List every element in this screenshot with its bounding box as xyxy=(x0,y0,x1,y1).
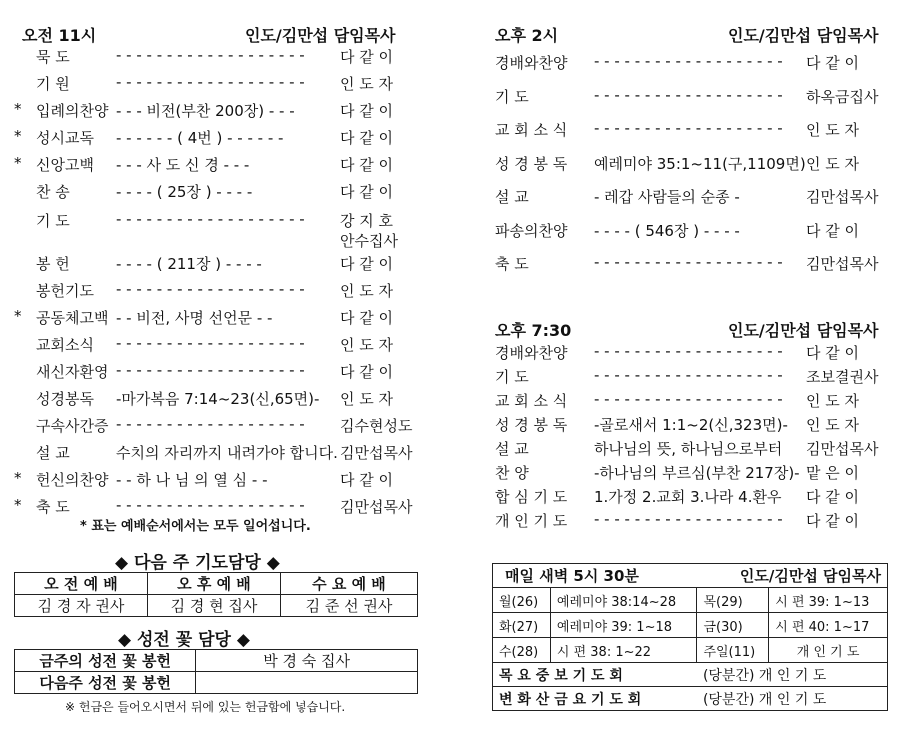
evening-order-item xyxy=(490,462,890,488)
order-item-person: 다 같 이 xyxy=(340,102,394,120)
order-item-detail: - - - - - - - - - - - - - - - - - - - xyxy=(116,46,305,64)
order-item-name: 교 회 소 식 xyxy=(495,121,568,139)
order-item-detail: - - - - - - - - - - - - - - - - - - - xyxy=(594,366,783,384)
order-item-name: 경배와찬양 xyxy=(495,54,568,72)
order-item-person: 다 같 이 xyxy=(806,488,860,506)
order-item-name: 교 회 소 식 xyxy=(495,392,568,410)
morning-order-item xyxy=(0,154,430,180)
order-item-detail: - - - 비전(부찬 200장) - - - xyxy=(116,102,295,120)
dawn-passage: 개 인 기 도 xyxy=(769,638,888,663)
order-item-name: 기 원 xyxy=(36,75,70,93)
thursday-prayer-label: 목 요 중 보 기 도 회 xyxy=(493,663,697,687)
morning-order-item xyxy=(0,415,430,441)
order-item-name: 파송의찬양 xyxy=(495,221,568,240)
order-item-name: 기 도 xyxy=(495,87,529,106)
order-item-person: 인 도 자 xyxy=(806,121,860,139)
afternoon-service-leader: 인도/김만섭 담임목사 xyxy=(728,26,879,45)
afternoon-order-item xyxy=(490,52,890,78)
prayer-duty-table xyxy=(14,572,418,617)
morning-order-item xyxy=(0,100,430,126)
afternoon-order-item xyxy=(490,186,890,212)
dawn-passage: 시 편 38: 1~22 xyxy=(550,638,697,663)
order-item-detail: - - - - - - - - - - - - - - - - - - - xyxy=(116,210,305,228)
afternoon-order-item xyxy=(490,220,890,246)
offering-note: ※ 헌금은 들어오시면서 뒤에 있는 헌금함에 넣습니다. xyxy=(65,700,346,714)
evening-order-item xyxy=(490,366,890,392)
evening-order-item xyxy=(490,510,890,536)
order-item-name: 찬 양 xyxy=(495,464,529,482)
morning-service-time: 오전 11시 xyxy=(22,26,97,45)
afternoon-order-item xyxy=(490,253,890,279)
order-item-name: 성시교독 xyxy=(36,129,94,147)
order-item-person: 인 도 자 xyxy=(806,416,860,434)
dawn-leader: 인도/김만섭 담임목사 xyxy=(697,564,888,588)
order-item-name: 성 경 봉 독 xyxy=(495,416,568,434)
morning-order-item xyxy=(0,73,430,99)
order-item-detail: 예레미야 35:1~11(구,1109면) xyxy=(594,154,806,173)
prayer-duty-header-morning: 오 전 예 배 xyxy=(15,573,148,595)
standing-mark: * xyxy=(14,127,22,145)
order-item-detail: - - - - - - - - - - - - - - - - - - - xyxy=(116,415,305,433)
afternoon-order-item xyxy=(490,153,890,179)
order-item-person: 다 같 이 xyxy=(340,129,394,147)
dawn-passage: 시 편 40: 1~17 xyxy=(769,613,888,638)
order-item-name: 성 경 봉 독 xyxy=(495,154,568,173)
order-item-person: 인 도 자 xyxy=(340,390,394,408)
order-item-person: 김만섭목사 xyxy=(806,440,879,458)
order-item-detail: - - - - ( 546장 ) - - - - xyxy=(594,221,740,240)
order-item-detail: - 레갑 사람들의 순종 - xyxy=(594,188,740,206)
order-item-detail: 하나님의 뜻, 하나님으로부터 xyxy=(594,440,783,458)
standing-mark: * xyxy=(14,469,22,487)
prayer-duty-afternoon: 김 경 현 집사 xyxy=(147,595,280,617)
morning-footnote: * 표는 예배순서에서는 모두 일어섭니다. xyxy=(80,519,311,534)
order-item-detail: - - - - - - - - - - - - - - - - - - - xyxy=(116,280,305,298)
order-item-person: 다 같 이 xyxy=(340,48,394,66)
order-item-name: 기 도 xyxy=(495,368,529,386)
order-item-name: 봉헌기도 xyxy=(36,282,94,300)
morning-order-item xyxy=(0,280,430,306)
order-item-person: 인 도 자 xyxy=(340,75,394,93)
morning-order-item xyxy=(0,307,430,333)
order-item-detail: - - - - - - ( 4번 ) - - - - - - xyxy=(116,129,284,147)
morning-order-item xyxy=(0,127,430,153)
friday-prayer-value: (당분간) 개 인 기 도 xyxy=(697,687,888,711)
order-item-person: 다 같 이 xyxy=(340,471,394,489)
order-item-name: 축 도 xyxy=(495,255,529,273)
order-item-detail: -마가복음 7:14~23(신,65면)- xyxy=(116,390,320,408)
order-item-person: 다 같 이 xyxy=(340,156,394,174)
morning-order-item xyxy=(0,46,430,72)
order-item-detail: - - - - - - - - - - - - - - - - - - - xyxy=(116,496,305,514)
standing-mark: * xyxy=(14,100,22,118)
order-item-person: 인 도 자 xyxy=(806,392,860,410)
prayer-duty-wednesday: 김 준 선 권사 xyxy=(280,595,417,617)
order-item-detail: - - - - - - - - - - - - - - - - - - - xyxy=(594,52,783,70)
evening-service-time: 오후 7:30 xyxy=(495,321,572,340)
dawn-day: 금(30) xyxy=(697,613,769,638)
evening-order-item xyxy=(490,390,890,416)
order-item-detail: - - - - - - - - - - - - - - - - - - - xyxy=(594,390,783,408)
order-item-name: 기 도 xyxy=(36,212,70,230)
order-item-detail: - - 비전, 사명 선언문 - - xyxy=(116,309,273,327)
morning-order-item xyxy=(0,469,430,495)
order-item-person-title: 안수집사 xyxy=(340,232,398,250)
order-item-person: 다 같 이 xyxy=(806,512,860,530)
order-item-detail: - - - - ( 25장 ) - - - - xyxy=(116,183,253,201)
order-item-person: 김만섭목사 xyxy=(340,444,413,462)
standing-mark: * xyxy=(14,307,22,325)
order-item-detail: - - - - - - - - - - - - - - - - - - - xyxy=(594,510,783,528)
evening-order-item xyxy=(490,414,890,440)
order-item-detail: - - 하 나 님 의 열 심 - - xyxy=(116,471,268,489)
prayer-duty-morning: 김 경 자 권사 xyxy=(15,595,148,617)
order-item-detail: -골로새서 1:1~2(신,323면)- xyxy=(594,416,788,434)
order-item-detail: 수치의 자리까지 내려가야 합니다. xyxy=(116,444,338,462)
order-item-person: 김수현성도 xyxy=(340,417,413,435)
order-item-detail: - - - 사 도 신 경 - - - xyxy=(116,156,250,174)
dawn-day: 수(28) xyxy=(493,638,551,663)
order-item-person: 김만섭목사 xyxy=(340,498,413,516)
evening-order-item xyxy=(490,486,890,512)
order-item-name: 설 교 xyxy=(36,444,70,462)
order-item-person: 조보결권사 xyxy=(806,368,879,386)
order-item-name: 축 도 xyxy=(36,498,70,516)
flower-next-week-value xyxy=(196,672,418,694)
flower-this-week-label: 금주의 성전 꽃 봉헌 xyxy=(15,650,196,672)
order-item-detail: - - - - - - - - - - - - - - - - - - - xyxy=(594,342,783,360)
order-item-name: 교회소식 xyxy=(36,336,94,354)
dawn-day: 목(29) xyxy=(697,588,769,613)
order-item-detail: - - - - - - - - - - - - - - - - - - - xyxy=(594,119,783,137)
order-item-name: 새신자환영 xyxy=(36,363,109,381)
order-item-person: 강 지 호 xyxy=(340,212,394,230)
afternoon-order-item xyxy=(490,119,890,145)
order-item-name: 봉 헌 xyxy=(36,255,70,273)
order-item-person: 다 같 이 xyxy=(340,309,394,327)
order-item-person: 다 같 이 xyxy=(806,344,860,362)
evening-order-item xyxy=(490,342,890,368)
order-item-person: 하옥금집사 xyxy=(806,87,879,106)
order-item-detail: -하나님의 부르심(부찬 217장)- xyxy=(594,464,800,482)
morning-order-item xyxy=(0,442,430,468)
evening-order-item xyxy=(490,438,890,464)
dawn-prayer-table xyxy=(492,563,888,711)
dawn-passage: 예레미야 38:14~28 xyxy=(550,588,697,613)
thursday-prayer-value: (당분간) 개 인 기 도 xyxy=(697,663,888,687)
dawn-time: 매일 새벽 5시 30분 xyxy=(493,564,697,588)
order-item-name: 신앙고백 xyxy=(36,156,94,174)
order-item-person: 다 같 이 xyxy=(340,255,394,273)
order-item-detail: - - - - - - - - - - - - - - - - - - - xyxy=(116,361,305,379)
flower-duty-title: ◆ 성전 꽃 담당 ◆ xyxy=(118,630,250,650)
order-item-name: 공동체고백 xyxy=(36,309,109,327)
order-item-person: 다 같 이 xyxy=(340,183,394,201)
flower-this-week-value: 박 경 숙 집사 xyxy=(196,650,418,672)
order-item-detail: - - - - - - - - - - - - - - - - - - - xyxy=(594,85,783,104)
evening-service-leader: 인도/김만섭 담임목사 xyxy=(728,321,879,340)
dawn-day: 주일(11) xyxy=(697,638,769,663)
order-item-person: 인 도 자 xyxy=(806,154,860,173)
dawn-day: 화(27) xyxy=(493,613,551,638)
afternoon-order-item xyxy=(490,86,890,112)
order-item-name: 구속사간증 xyxy=(36,417,109,435)
morning-order-item xyxy=(0,388,430,414)
flower-next-week-label: 다음주 성전 꽃 봉헌 xyxy=(15,672,196,694)
order-item-name: 합 심 기 도 xyxy=(495,488,568,506)
friday-prayer-label: 변 화 산 금 요 기 도 회 xyxy=(493,687,697,711)
order-item-person: 김만섭목사 xyxy=(806,255,879,273)
order-item-detail: - - - - - - - - - - - - - - - - - - - xyxy=(116,334,305,352)
order-item-detail: - - - - ( 211장 ) - - - - xyxy=(116,255,262,273)
order-item-person: 다 같 이 xyxy=(340,363,394,381)
prayer-duty-header-wednesday: 수 요 예 배 xyxy=(280,573,417,595)
morning-order-item xyxy=(0,361,430,387)
order-item-name: 경배와찬양 xyxy=(495,344,568,362)
dawn-day: 월(26) xyxy=(493,588,551,613)
prayer-duty-title: ◆ 다음 주 기도담당 ◆ xyxy=(115,553,280,573)
morning-order-item xyxy=(0,253,430,279)
standing-mark: * xyxy=(14,154,22,172)
order-item-person: 인 도 자 xyxy=(340,282,394,300)
dawn-passage: 시 편 39: 1~13 xyxy=(769,588,888,613)
order-item-name: 설 교 xyxy=(495,188,529,206)
order-item-person: 김만섭목사 xyxy=(806,188,879,206)
order-item-name: 개 인 기 도 xyxy=(495,512,568,530)
morning-order-item xyxy=(0,210,430,250)
order-item-name: 입례의찬양 xyxy=(36,102,109,120)
standing-mark: * xyxy=(14,496,22,514)
order-item-detail: 1.가정 2.교회 3.나라 4.환우 xyxy=(594,488,782,506)
order-item-name: 설 교 xyxy=(495,440,529,458)
dawn-passage: 예레미야 39: 1~18 xyxy=(550,613,697,638)
order-item-detail: - - - - - - - - - - - - - - - - - - - xyxy=(116,73,305,91)
morning-service-leader: 인도/김만섭 담임목사 xyxy=(245,26,396,45)
order-item-person: 인 도 자 xyxy=(340,336,394,354)
order-item-person: 다 같 이 xyxy=(806,221,860,240)
morning-order-item xyxy=(0,334,430,360)
order-item-name: 성경봉독 xyxy=(36,390,94,408)
order-item-name: 헌신의찬양 xyxy=(36,471,109,489)
flower-duty-table xyxy=(14,649,418,694)
order-item-name: 찬 송 xyxy=(36,183,70,201)
order-item-person: 다 같 이 xyxy=(806,54,860,72)
order-item-name: 묵 도 xyxy=(36,48,70,66)
morning-order-item xyxy=(0,181,430,207)
prayer-duty-header-afternoon: 오 후 예 배 xyxy=(147,573,280,595)
order-item-detail: - - - - - - - - - - - - - - - - - - - xyxy=(594,253,783,271)
afternoon-service-time: 오후 2시 xyxy=(495,26,559,45)
order-item-person: 맡 은 이 xyxy=(806,464,860,482)
